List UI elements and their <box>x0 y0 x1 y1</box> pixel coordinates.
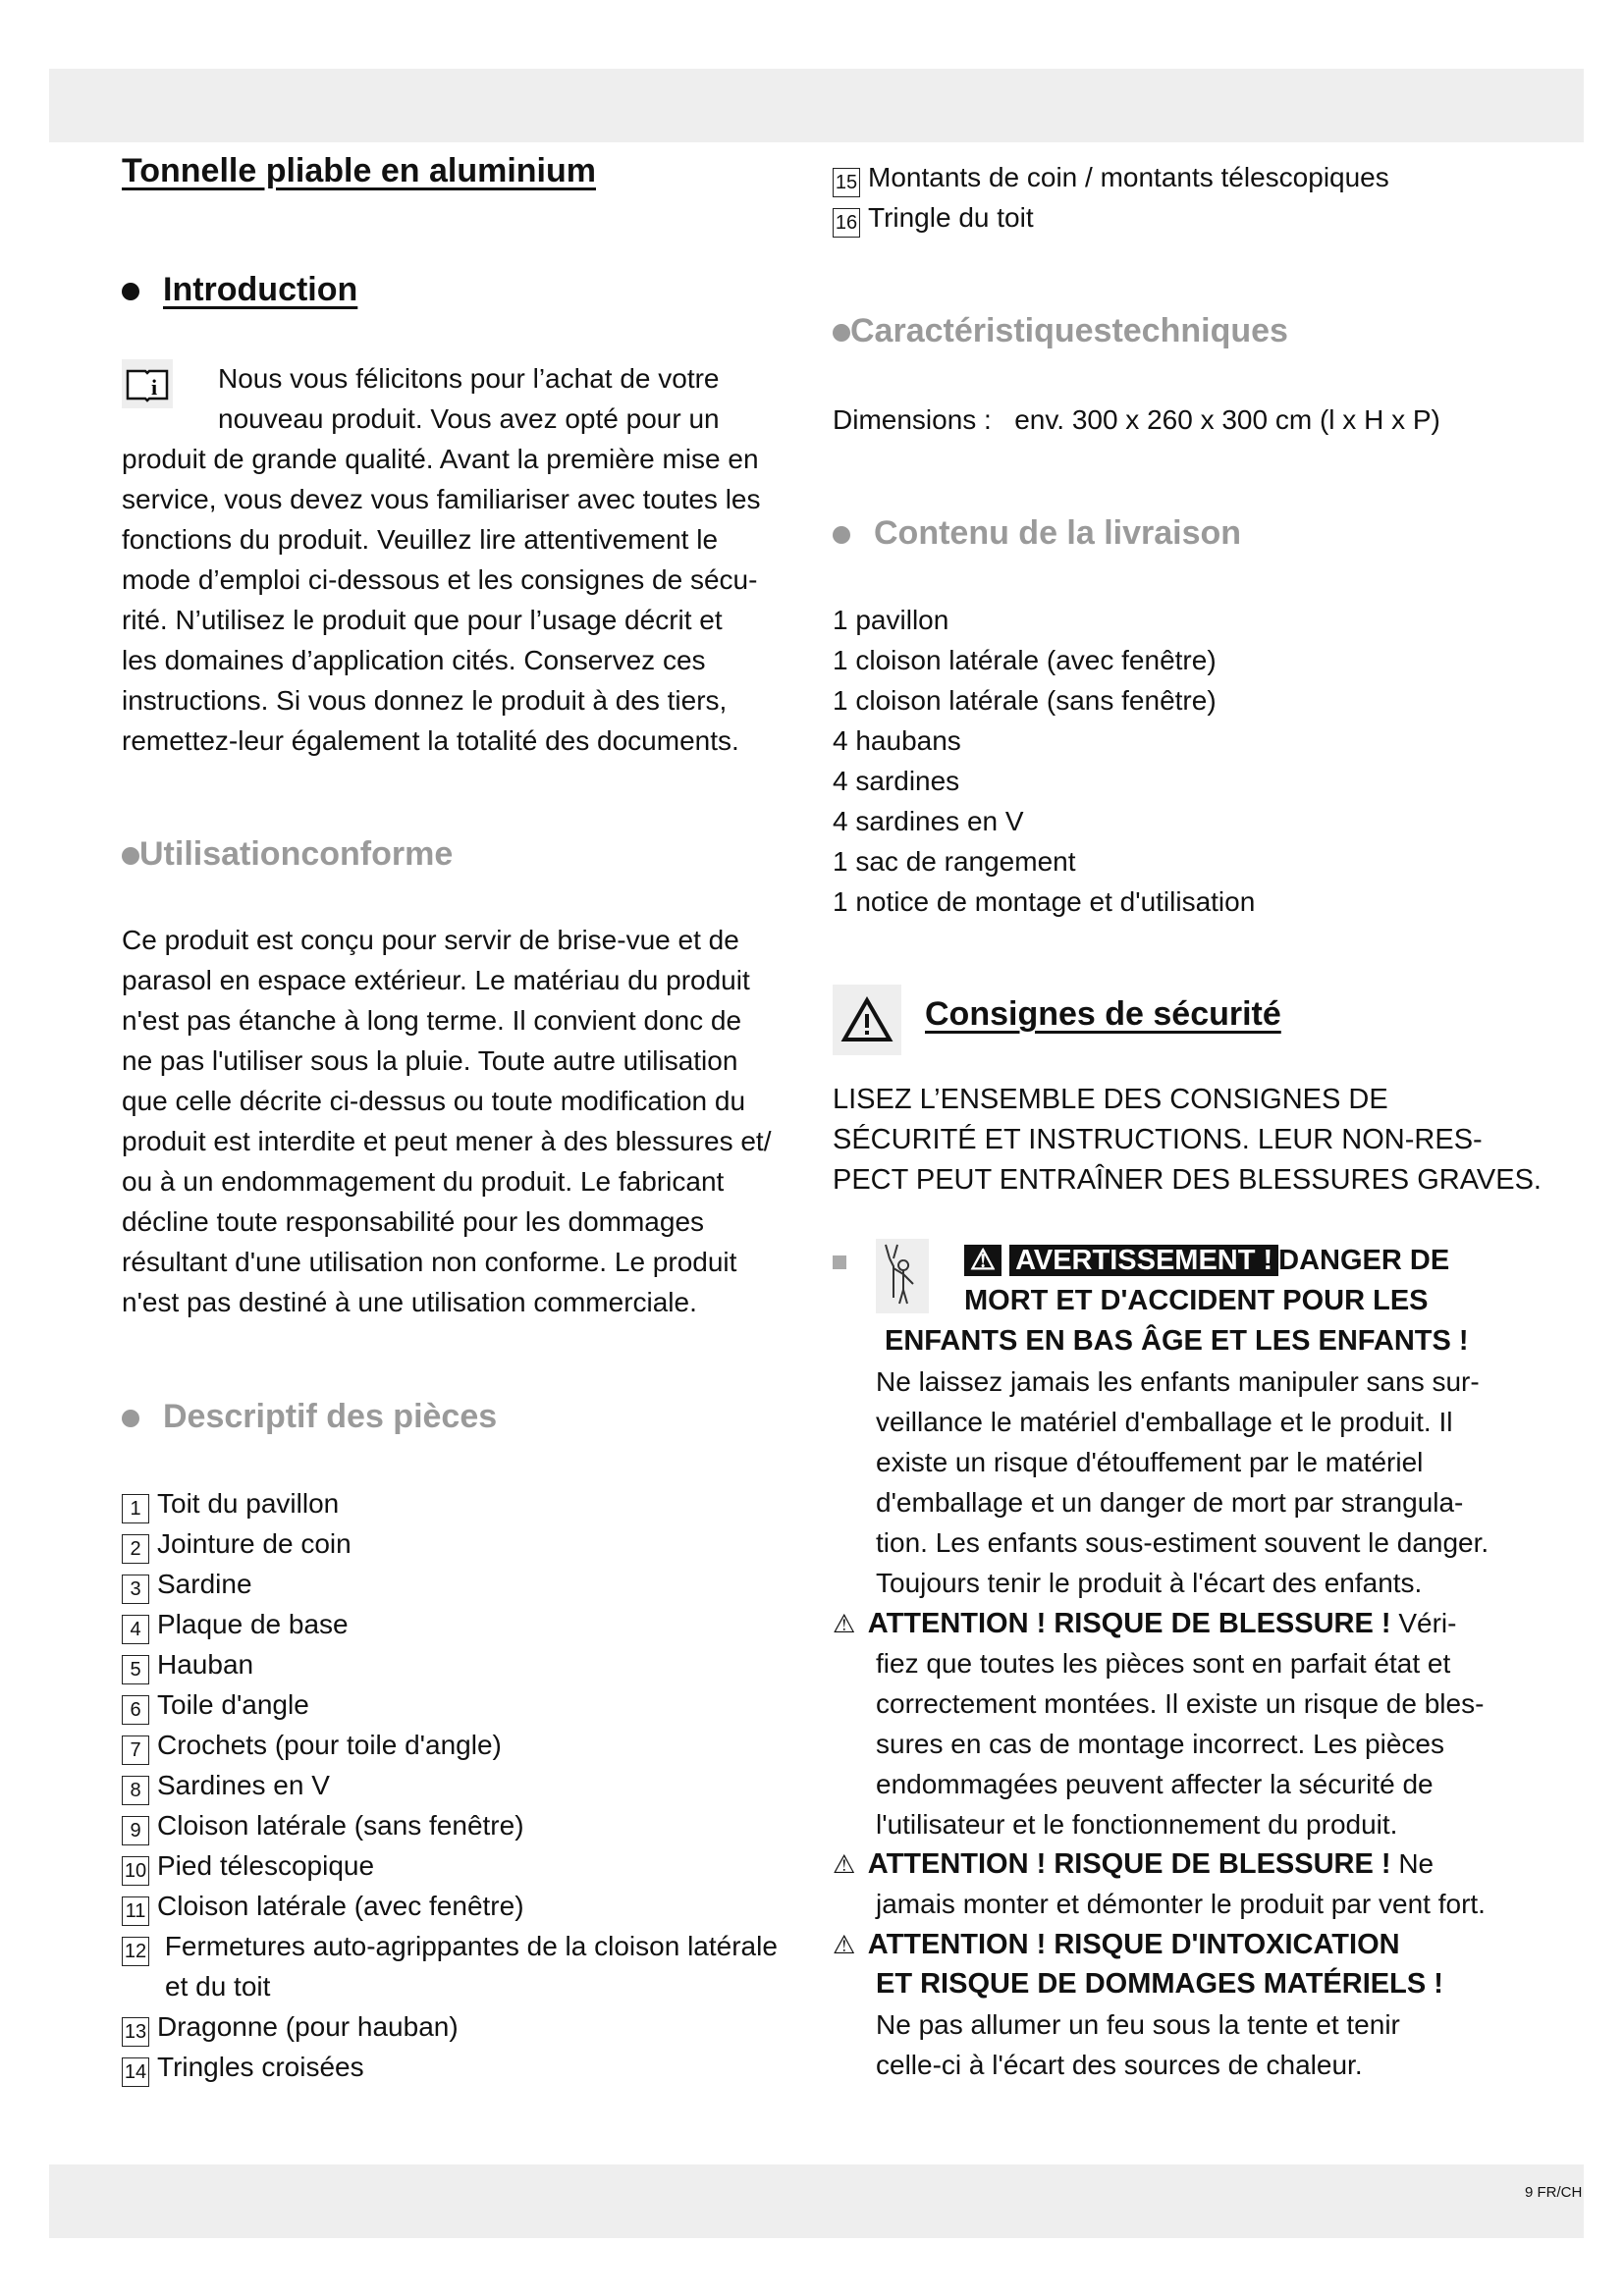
heading-text: Contenu de la livraison <box>874 514 1242 552</box>
warning-triangle-icon <box>833 985 901 1055</box>
text-line: les domaines d’application cités. Conservez ces <box>122 645 706 675</box>
text-line: 4 sardines <box>833 766 960 796</box>
part-item <box>122 1926 778 1966</box>
part-number: 7 <box>122 1735 149 1765</box>
caution-title: ATTENTION ! RISQUE DE BLESSURE ! <box>867 1848 1391 1880</box>
text-line: fiez que toutes les pièces sont en parfait état et <box>876 1648 1451 1679</box>
text-line: LISEZ L’ENSEMBLE DES CONSIGNES DE <box>833 1084 1388 1115</box>
part-label: Sardine <box>157 1569 252 1599</box>
part-label: Crochets (pour toile d'angle) <box>157 1730 502 1760</box>
text-line: celle-ci à l'écart des sources de chaleur. <box>876 2050 1363 2080</box>
text-line: Toujours tenir le produit à l'écart des enfants. <box>876 1568 1423 1598</box>
warning-label: AVERTISSEMENT ! <box>1009 1245 1278 1276</box>
text-line: instructions. Si vous donnez le produit à des tiers, <box>122 685 728 716</box>
part-item <box>122 1644 778 1684</box>
part-label: Sardines en V <box>157 1770 330 1800</box>
text-line: remettez-leur également la totalité des documents. <box>122 725 739 756</box>
text-line: décline toute responsabilité pour les dommages <box>122 1206 705 1237</box>
text-line: Ne laissez jamais les enfants manipuler sans sur- <box>876 1366 1480 1397</box>
text-line: existe un risque d'étouffement par le matériel <box>876 1447 1424 1477</box>
caution-triangle-icon: ⚠ <box>833 1849 856 1879</box>
text-line: nouveau produit. Vous avez opté pour un <box>218 403 720 434</box>
document-title: Tonnelle pliable en aluminium <box>122 152 596 189</box>
text-line: correctement montées. Il existe un risque de bles- <box>876 1688 1485 1719</box>
part-number: 5 <box>122 1655 149 1684</box>
text-line: 1 notice de montage et d'utilisation <box>833 886 1256 917</box>
part-label: Tringles croisées <box>157 2052 364 2082</box>
part-item <box>122 1483 778 1523</box>
part-item <box>122 1523 778 1564</box>
dimensions-value: env. 300 x 260 x 300 cm (l x H x P) <box>1014 404 1440 435</box>
footer-bar <box>49 2164 1584 2238</box>
text-line: l'utilisateur et le fonctionnement du produit. <box>876 1809 1398 1840</box>
text-line: endommagées peuvent affecter la sécurité de <box>876 1769 1434 1799</box>
caution-triangle-icon: ⚠ <box>833 1930 856 1959</box>
part-number: 3 <box>122 1575 149 1604</box>
text-line: PECT PEUT ENTRAÎNER DES BLESSURES GRAVES. <box>833 1164 1542 1196</box>
part-label: Cloison latérale (sans fenêtre) <box>157 1810 524 1841</box>
text-line: que celle décrite ci-dessus ou toute modification du <box>122 1086 746 1116</box>
caution-2 <box>833 1843 1434 1885</box>
part-label: Toit du pavillon <box>157 1488 340 1519</box>
heading-text: Descriptif des pièces <box>163 1398 498 1435</box>
part-number: 6 <box>122 1695 149 1725</box>
caution-1-text <box>876 1643 1484 1844</box>
text-line: produit de grande qualité. Avant la première mise en <box>122 444 759 474</box>
text-line: parasol en espace extérieur. Le matériau du produit <box>122 965 750 995</box>
header-bar <box>49 69 1584 142</box>
text-line: Ne pas allumer un feu sous la tente et tenir <box>876 2009 1400 2040</box>
bullet-icon <box>833 526 850 544</box>
part-item <box>122 2006 778 2047</box>
text-line: 4 sardines en V <box>833 806 1024 836</box>
part-label-continued: et du toit <box>165 1971 271 2002</box>
text-line: Ce produit est conçu pour servir de brise-vue et de <box>122 925 739 955</box>
text-line: 1 pavillon <box>833 605 949 635</box>
caution-3-text <box>876 2004 1400 2085</box>
part-label: Toile d'angle <box>157 1689 309 1720</box>
caution-3 <box>833 1924 1400 1965</box>
part-label: Tringle du toit <box>868 202 1034 233</box>
heading-text: Caractéristiquestechniques <box>850 312 1288 349</box>
parts-list-continued <box>833 157 1389 238</box>
child-strangulation-icon <box>876 1239 929 1313</box>
part-item <box>122 1845 778 1886</box>
caution-text: Ne <box>1390 1848 1435 1879</box>
text-line: résultant d'une utilisation non conforme. Le produit <box>122 1247 737 1277</box>
caution-title: ET RISQUE DE DOMMAGES MATÉRIELS ! <box>876 1968 1443 2000</box>
text-line: fonctions du produit. Veuillez lire attentivement le <box>122 524 719 555</box>
part-number: 15 <box>833 168 860 197</box>
part-number: 4 <box>122 1615 149 1644</box>
text-line: rité. N’utilisez le produit que pour l’usage décrit et <box>122 605 723 635</box>
text-line: tion. Les enfants sous-estiment souvent le danger. <box>876 1527 1489 1558</box>
part-number: 14 <box>122 2057 149 2087</box>
dimensions-label: Dimensions : <box>833 404 992 435</box>
text-line: ne pas l'utiliser sous la pluie. Toute autre utilisation <box>122 1045 738 1076</box>
text-line: 1 sac de rangement <box>833 846 1076 877</box>
caution-title: ATTENTION ! RISQUE DE BLESSURE ! <box>867 1608 1391 1639</box>
text-line: sures en cas de montage incorrect. Les pièces <box>876 1729 1444 1759</box>
contents-heading <box>833 514 1241 553</box>
bullet-icon <box>122 283 139 300</box>
part-label: Pied télescopique <box>157 1850 375 1881</box>
part-label: Montants de coin / montants télescopiques <box>868 162 1389 192</box>
safety-heading: Consignes de sécurité <box>925 995 1281 1033</box>
caution-1 <box>833 1603 1456 1644</box>
contents-list <box>833 600 1255 922</box>
intro-paragraph <box>122 358 761 761</box>
text-line: d'emballage et un danger de mort par strangula- <box>876 1487 1464 1518</box>
part-number: 10 <box>122 1856 149 1886</box>
part-item <box>833 197 1389 238</box>
warning-line: ENFANTS EN BAS ÂGE ET LES ENFANTS ! <box>885 1325 1469 1357</box>
intro-heading <box>122 271 357 309</box>
part-label: Hauban <box>157 1649 254 1680</box>
part-label: Dragonne (pour hauban) <box>157 2011 459 2042</box>
part-item <box>122 1725 778 1765</box>
square-bullet-icon <box>833 1255 846 1269</box>
caution-triangle-icon: ⚠ <box>833 1609 856 1638</box>
warning-triangle-icon: ⚠ <box>964 1245 1001 1276</box>
warning-title <box>964 1241 1449 1281</box>
svg-text:i: i <box>151 375 158 400</box>
text-line: Nous vous félicitons pour l’achat de votre <box>218 363 720 394</box>
parts-heading <box>122 1398 497 1436</box>
part-item <box>122 1604 778 1644</box>
part-label: Fermetures auto-agrippantes de la cloison latérale <box>157 1931 778 1961</box>
dimensions-row <box>833 400 1440 440</box>
caution-2-text: jamais monter et démonter le produit par vent fort. <box>876 1889 1486 1919</box>
part-number: 12 <box>122 1937 149 1966</box>
part-item <box>122 1564 778 1604</box>
part-number: 1 <box>122 1494 149 1523</box>
caution-text: Véri- <box>1390 1608 1457 1638</box>
bullet-icon <box>122 847 139 865</box>
warning-line: DANGER DE <box>1278 1245 1450 1276</box>
text-line: SÉCURITÉ ET INSTRUCTIONS. LEUR NON-RES- <box>833 1124 1483 1155</box>
part-number: 13 <box>122 2017 149 2047</box>
part-item <box>122 1886 778 1926</box>
warning-text <box>876 1362 1489 1603</box>
part-number: 16 <box>833 208 860 238</box>
text-line: n'est pas étanche à long terme. Il convient donc de <box>122 1005 742 1036</box>
part-item <box>122 1684 778 1725</box>
part-item <box>122 1765 778 1805</box>
part-label: Cloison latérale (avec fenêtre) <box>157 1891 524 1921</box>
part-number: 11 <box>122 1896 149 1926</box>
part-number: 2 <box>122 1534 149 1564</box>
safety-intro <box>833 1080 1542 1201</box>
text-line: mode d’emploi ci-dessous et les consignes de sécu- <box>122 564 758 595</box>
text-line: 4 haubans <box>833 725 961 756</box>
bullet-icon <box>833 324 850 342</box>
caution-title: ATTENTION ! RISQUE D'INTOXICATION <box>867 1929 1400 1960</box>
text-line: 1 cloison latérale (avec fenêtre) <box>833 645 1217 675</box>
part-item <box>122 1805 778 1845</box>
part-label: Plaque de base <box>157 1609 349 1639</box>
page-number: 9 FR/CH <box>1525 2184 1583 2201</box>
part-item <box>833 157 1389 197</box>
text-line: ou à un endommagement du produit. Le fabricant <box>122 1166 725 1197</box>
heading-text: Utilisationconforme <box>139 835 454 873</box>
part-number: 9 <box>122 1816 149 1845</box>
usage-paragraph <box>122 920 772 1322</box>
usage-heading <box>122 835 453 874</box>
part-label: Jointure de coin <box>157 1528 352 1559</box>
part-item <box>122 2047 778 2087</box>
parts-list <box>122 1483 778 2087</box>
text-line: veillance le matériel d'emballage et le produit. Il <box>876 1407 1453 1437</box>
text-line: produit est interdite et peut mener à des blessures et/ <box>122 1126 772 1156</box>
part-number: 8 <box>122 1776 149 1805</box>
heading-text: Introduction <box>163 271 358 308</box>
specs-heading <box>833 312 1288 350</box>
text-line: 1 cloison latérale (sans fenêtre) <box>833 685 1217 716</box>
text-line: n'est pas destiné à une utilisation commerciale. <box>122 1287 697 1317</box>
bullet-icon <box>122 1410 139 1427</box>
warning-line: MORT ET D'ACCIDENT POUR LES <box>964 1285 1429 1316</box>
text-line: service, vous devez vous familiariser avec toutes les <box>122 484 761 514</box>
